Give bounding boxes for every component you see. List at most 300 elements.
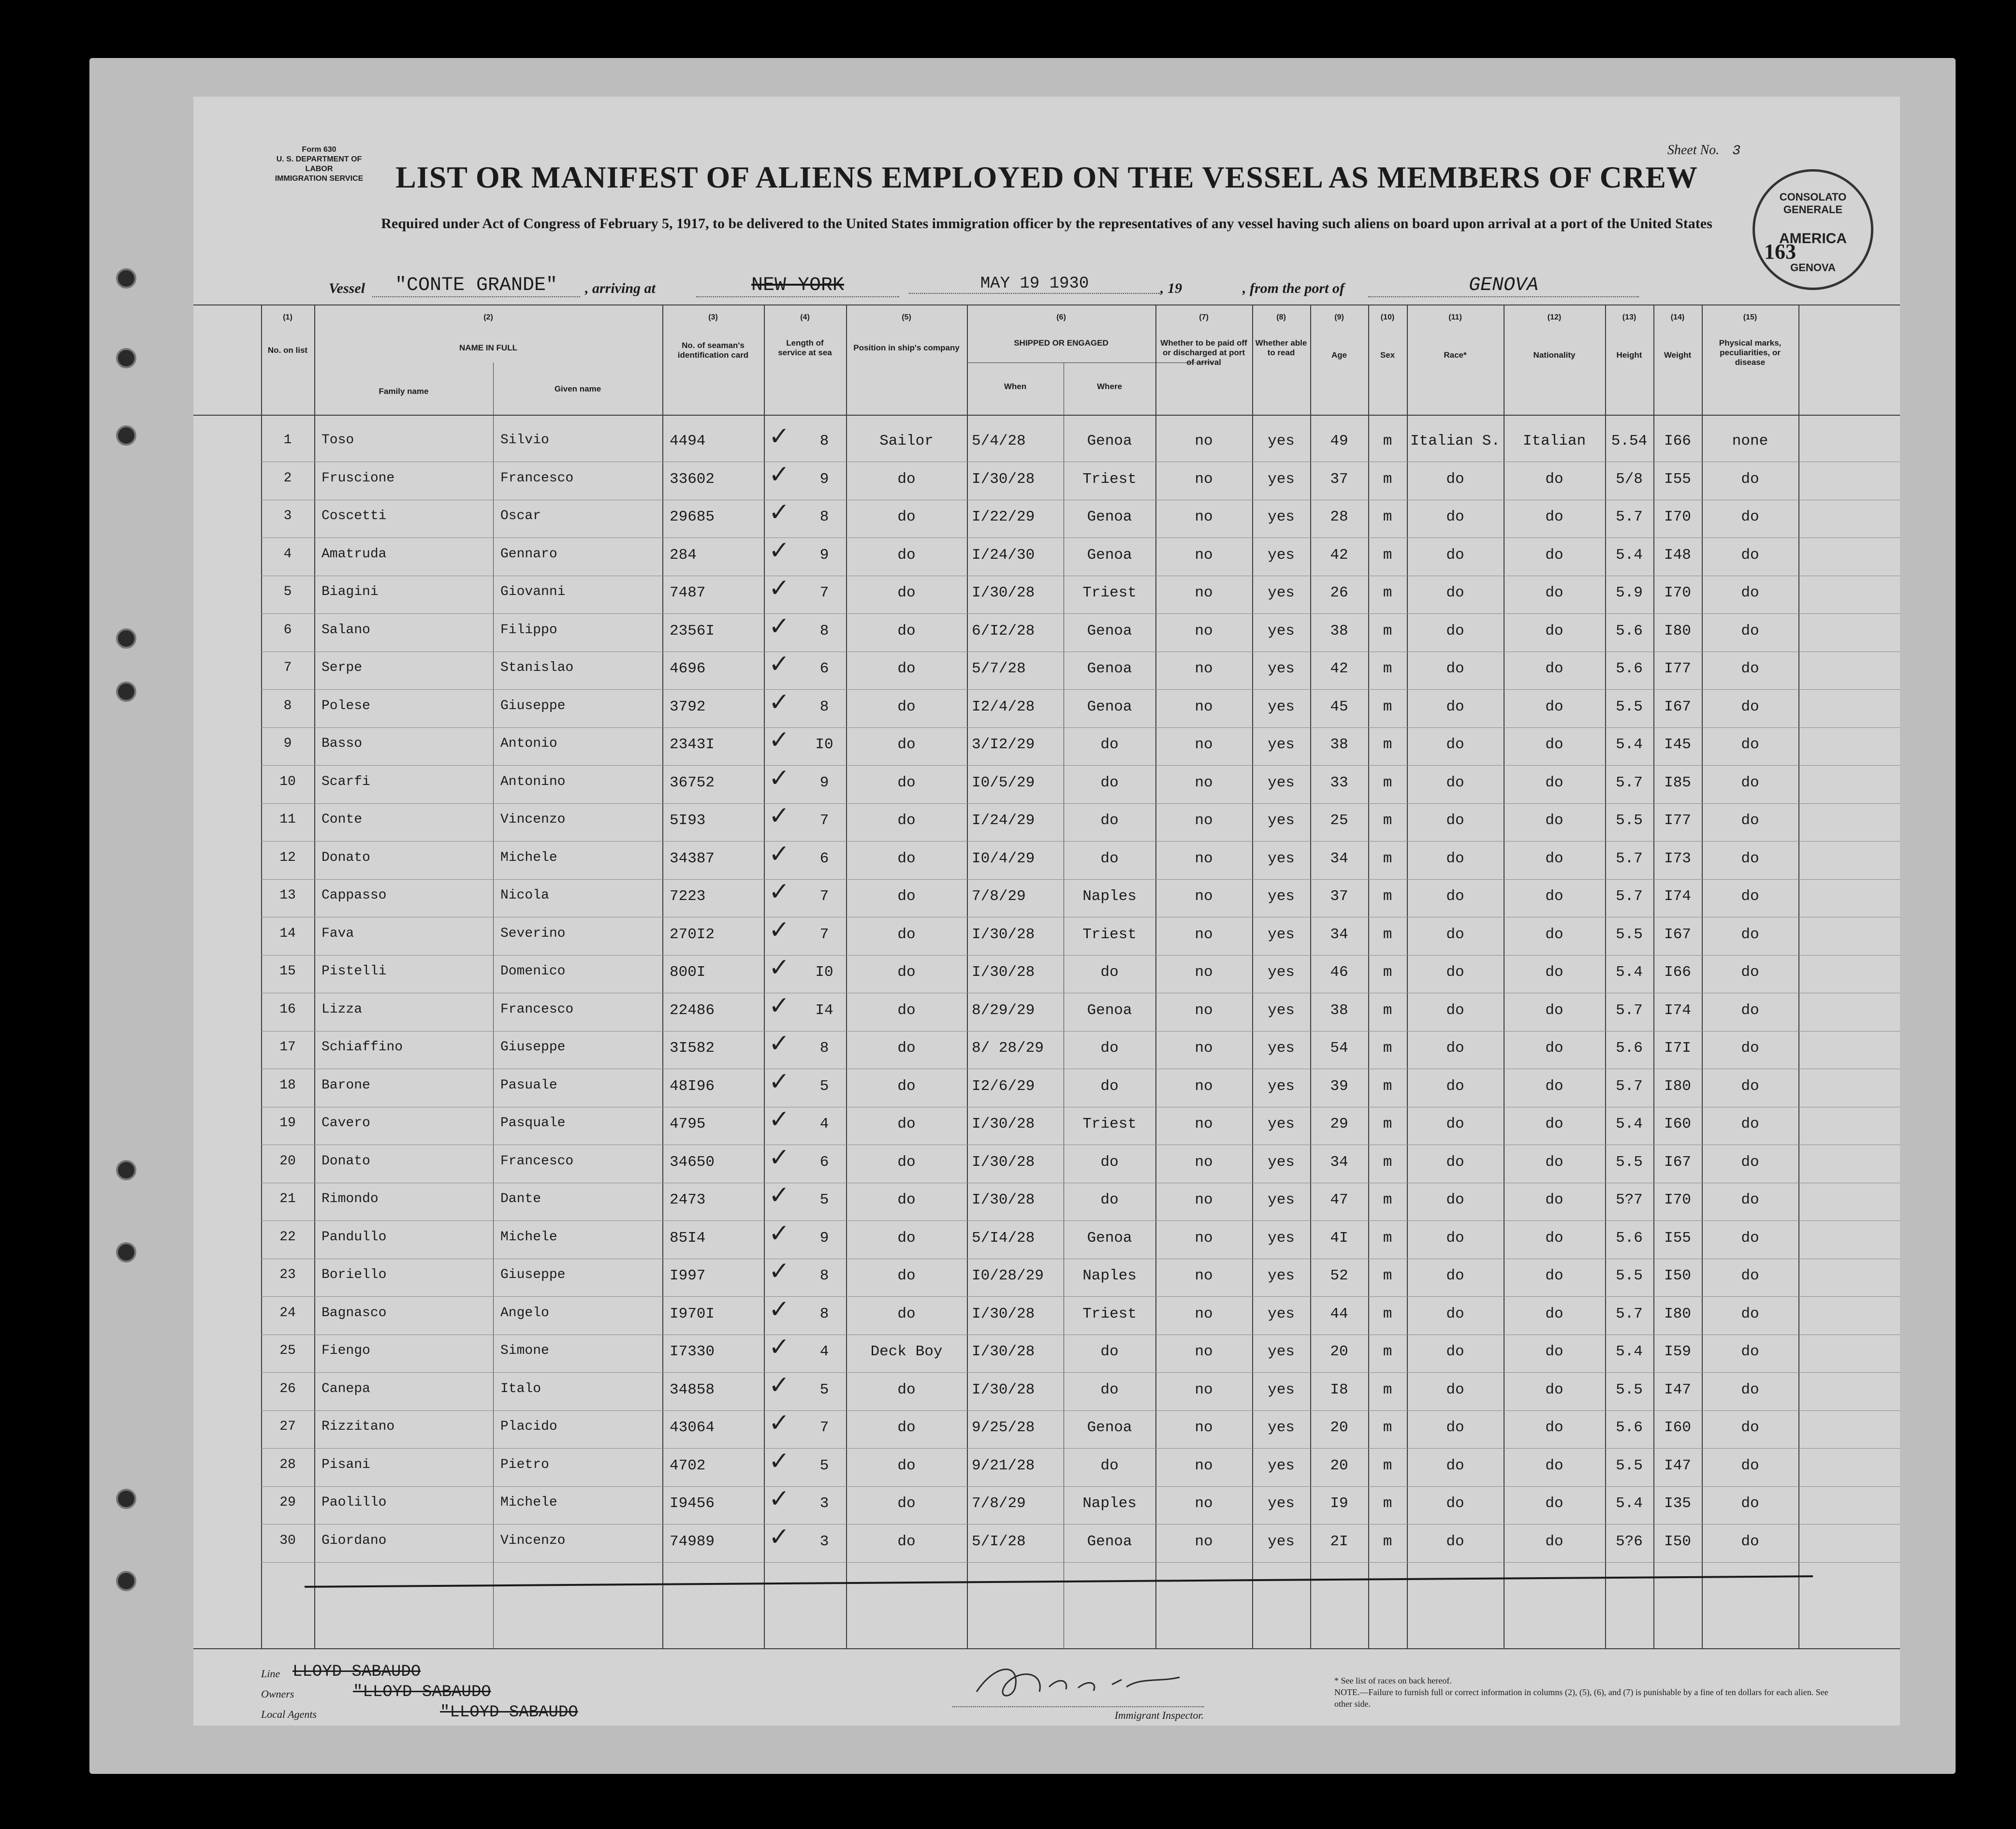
- height-cell: 5.5: [1616, 698, 1643, 715]
- weight-cell: I70: [1664, 1191, 1691, 1208]
- engaged-when-cell: 5/7/28: [972, 660, 1026, 677]
- list-number-cell: 28: [279, 1457, 296, 1472]
- age-cell: 29: [1330, 1116, 1348, 1132]
- engaged-where-cell: Triest: [1082, 470, 1137, 488]
- id-card-number-cell: 800I: [670, 964, 706, 981]
- paid-off-cell: no: [1195, 1191, 1213, 1208]
- column-rule: [764, 305, 765, 1648]
- race-cell: do: [1446, 1229, 1464, 1247]
- height-cell: 5.5: [1616, 1153, 1643, 1171]
- column-number: (9): [1334, 313, 1344, 321]
- height-cell: 5.4: [1616, 736, 1643, 753]
- weight-cell: I70: [1664, 584, 1691, 601]
- column-number: (5): [902, 313, 911, 321]
- list-number-cell: 29: [279, 1495, 296, 1510]
- list-number-cell: 22: [279, 1229, 296, 1245]
- nationality-cell: do: [1545, 1002, 1563, 1019]
- check-mark-icon: ✓: [769, 536, 790, 565]
- ship-position-cell: do: [897, 1002, 916, 1019]
- able-to-read-cell: yes: [1268, 888, 1295, 905]
- paid-off-cell: no: [1195, 888, 1213, 905]
- sex-cell: m: [1383, 888, 1392, 905]
- physical-marks-cell: do: [1741, 1153, 1759, 1171]
- ship-position-cell: do: [897, 660, 916, 677]
- sex-cell: m: [1383, 736, 1392, 753]
- family-name-cell: Salano: [321, 622, 370, 638]
- weight-cell: I60: [1664, 1116, 1691, 1132]
- check-mark-icon: ✓: [769, 801, 790, 830]
- race-cell: do: [1446, 508, 1464, 525]
- list-number-cell: 21: [279, 1191, 296, 1206]
- engaged-when-cell: I/30/28: [972, 1305, 1035, 1322]
- sex-cell: m: [1383, 1040, 1392, 1057]
- paid-off-cell: no: [1195, 1229, 1213, 1247]
- sex-cell: m: [1383, 660, 1392, 677]
- service-length-cell: 9: [819, 470, 829, 488]
- able-to-read-cell: yes: [1268, 1116, 1295, 1132]
- check-mark-icon: ✓: [769, 611, 790, 641]
- service-length-cell: 8: [819, 1305, 829, 1322]
- family-name-cell: Donato: [321, 1153, 370, 1169]
- column-header-where: Where: [1097, 382, 1122, 391]
- physical-marks-cell: do: [1741, 774, 1759, 791]
- column-header-position: Position in ship's company: [853, 343, 960, 352]
- binder-hole: [116, 1242, 136, 1263]
- engaged-where-cell: Genoa: [1087, 1419, 1132, 1436]
- service-length-cell: 7: [819, 584, 829, 601]
- service-length-cell: 8: [819, 1267, 829, 1284]
- engaged-when-cell: 7/8/29: [972, 888, 1026, 905]
- column-header-sex: Sex: [1380, 350, 1395, 360]
- paid-off-cell: no: [1195, 812, 1213, 829]
- service-length-cell: 9: [819, 774, 829, 791]
- age-cell: 37: [1330, 470, 1348, 488]
- arriving-port: NEW YORK: [696, 275, 899, 297]
- engaged-when-cell: I/30/28: [972, 1153, 1035, 1171]
- service-length-cell: 7: [819, 1419, 829, 1436]
- inspector-signature: [967, 1658, 1199, 1706]
- given-name-cell: Oscar: [500, 508, 541, 523]
- able-to-read-cell: yes: [1268, 1191, 1295, 1208]
- nationality-cell: Italian: [1522, 433, 1586, 450]
- service-length-cell: 8: [819, 698, 829, 715]
- id-card-number-cell: I7330: [670, 1343, 715, 1360]
- service-length-cell: 8: [819, 433, 829, 450]
- engaged-where-cell: do: [1100, 1077, 1119, 1095]
- paid-off-cell: no: [1195, 1040, 1213, 1057]
- column-number: (4): [800, 313, 810, 321]
- nationality-cell: do: [1545, 736, 1563, 753]
- race-cell: do: [1446, 546, 1464, 564]
- row-rule: [261, 955, 1900, 956]
- page-title: LIST OR MANIFEST OF ALIENS EMPLOYED ON THE VESSEL AS MEMBERS OF CREW: [395, 160, 1698, 194]
- id-card-number-cell: 5I93: [670, 812, 706, 829]
- check-mark-icon: ✓: [769, 1219, 790, 1248]
- service-length-cell: 5: [819, 1191, 829, 1208]
- age-cell: 45: [1330, 698, 1348, 715]
- vessel-details: [329, 271, 1769, 300]
- column-header-read: Whether able to read: [1255, 338, 1307, 357]
- engaged-when-cell: I0/5/29: [972, 774, 1035, 791]
- age-cell: 42: [1330, 660, 1348, 677]
- age-cell: 44: [1330, 1305, 1348, 1322]
- given-name-cell: Antonio: [500, 736, 557, 751]
- family-name-cell: Conte: [321, 812, 363, 827]
- list-number-cell: 16: [279, 1002, 296, 1017]
- able-to-read-cell: yes: [1268, 1077, 1295, 1095]
- family-name-cell: Paolillo: [321, 1495, 387, 1510]
- sex-cell: m: [1383, 926, 1392, 943]
- height-cell: 5.6: [1616, 1419, 1643, 1436]
- column-rule: [314, 305, 315, 1648]
- physical-marks-cell: do: [1741, 1267, 1759, 1284]
- nationality-cell: do: [1545, 546, 1563, 564]
- binder-hole: [116, 682, 136, 702]
- race-cell: do: [1446, 1419, 1464, 1436]
- list-number-cell: 26: [279, 1381, 296, 1396]
- check-mark-icon: ✓: [769, 422, 790, 451]
- family-name-cell: Cavero: [321, 1116, 370, 1131]
- given-name-cell: Giovanni: [500, 584, 566, 599]
- engaged-when-cell: 9/25/28: [972, 1419, 1035, 1436]
- column-header-card: No. of seaman's identification card: [677, 341, 749, 360]
- given-name-cell: Gennaro: [500, 546, 557, 562]
- service-length-cell: 7: [819, 812, 829, 829]
- sheet-number: [1667, 143, 1740, 159]
- ship-position-cell: do: [897, 584, 916, 601]
- able-to-read-cell: yes: [1268, 1153, 1295, 1171]
- ship-position-cell: do: [897, 622, 916, 639]
- row-rule: [261, 1296, 1900, 1297]
- check-mark-icon: ✓: [769, 877, 790, 906]
- stamp-line: CONSOLATO GENERALE: [1779, 191, 1847, 216]
- service-length-cell: 6: [819, 1153, 829, 1171]
- race-cell: do: [1446, 1533, 1464, 1550]
- sex-cell: m: [1383, 546, 1392, 564]
- able-to-read-cell: yes: [1268, 812, 1295, 829]
- family-name-cell: Fava: [321, 926, 354, 941]
- id-card-number-cell: 33602: [670, 470, 715, 488]
- weight-cell: I67: [1664, 1153, 1691, 1171]
- given-name-cell: Nicola: [500, 888, 549, 903]
- age-cell: 34: [1330, 926, 1348, 943]
- engaged-when-cell: 5/I4/28: [972, 1229, 1035, 1247]
- family-name-cell: Biagini: [321, 584, 379, 599]
- age-cell: 38: [1330, 622, 1348, 639]
- able-to-read-cell: yes: [1268, 774, 1295, 791]
- arrival-date: MAY 19 1930: [909, 275, 1160, 294]
- list-number-cell: 17: [279, 1040, 296, 1055]
- agents-label: Local Agents: [261, 1708, 317, 1720]
- height-cell: 5.7: [1616, 850, 1643, 867]
- sex-cell: m: [1383, 774, 1392, 791]
- family-name-cell: Giordano: [321, 1533, 387, 1548]
- race-cell: do: [1446, 964, 1464, 981]
- family-name-cell: Scarfi: [321, 774, 370, 789]
- column-number: (13): [1622, 313, 1636, 321]
- physical-marks-cell: do: [1741, 508, 1759, 525]
- height-cell: 5.4: [1616, 1116, 1643, 1132]
- line-label: Line: [261, 1668, 280, 1680]
- paid-off-cell: no: [1195, 660, 1213, 677]
- age-cell: 33: [1330, 774, 1348, 791]
- owners-value: "LLOYD SABAUDO: [353, 1683, 491, 1701]
- nationality-cell: do: [1545, 1040, 1563, 1057]
- check-mark-icon: ✓: [769, 650, 790, 679]
- engaged-where-cell: do: [1100, 1191, 1119, 1208]
- given-name-cell: Dante: [500, 1191, 541, 1206]
- engaged-where-cell: do: [1100, 1381, 1119, 1398]
- id-card-number-cell: 7223: [670, 888, 706, 905]
- physical-marks-cell: do: [1741, 1343, 1759, 1360]
- column-number: (15): [1743, 313, 1757, 321]
- paid-off-cell: no: [1195, 1002, 1213, 1019]
- engaged-where-cell: Genoa: [1087, 508, 1132, 525]
- row-rule: [261, 803, 1900, 804]
- engaged-when-cell: I0/28/29: [972, 1267, 1044, 1284]
- weight-cell: I67: [1664, 698, 1691, 715]
- row-rule: [261, 1486, 1900, 1487]
- race-cell: do: [1446, 660, 1464, 677]
- age-cell: 20: [1330, 1343, 1348, 1360]
- able-to-read-cell: yes: [1268, 1040, 1295, 1057]
- race-cell: do: [1446, 774, 1464, 791]
- weight-cell: I67: [1664, 926, 1691, 943]
- age-cell: 38: [1330, 1002, 1348, 1019]
- engaged-where-cell: Genoa: [1087, 1002, 1132, 1019]
- ship-position-cell: do: [897, 1191, 916, 1208]
- nationality-cell: do: [1545, 888, 1563, 905]
- column-header-paid-off: Whether to be paid off or discharged at port of arrival: [1160, 338, 1247, 367]
- list-number-cell: 6: [283, 622, 292, 638]
- able-to-read-cell: yes: [1268, 470, 1295, 488]
- given-name-cell: Francesco: [500, 1002, 574, 1017]
- nationality-cell: do: [1545, 660, 1563, 677]
- list-number-cell: 4: [283, 546, 292, 562]
- ship-position-cell: do: [897, 736, 916, 753]
- height-cell: 5.4: [1616, 546, 1643, 564]
- age-cell: 38: [1330, 736, 1348, 753]
- race-cell: do: [1446, 1153, 1464, 1171]
- consulate-stamp: [1753, 169, 1873, 290]
- row-rule: [261, 689, 1900, 690]
- engaged-where-cell: do: [1100, 1343, 1119, 1360]
- nationality-cell: do: [1545, 1343, 1563, 1360]
- engaged-when-cell: I/30/28: [972, 1381, 1035, 1398]
- weight-cell: I77: [1664, 660, 1691, 677]
- engaged-where-cell: Triest: [1082, 584, 1137, 601]
- row-strikethrough: [305, 1575, 1813, 1588]
- paid-off-cell: no: [1195, 1267, 1213, 1284]
- sex-cell: m: [1383, 1002, 1392, 1019]
- race-cell: do: [1446, 1457, 1464, 1474]
- physical-marks-cell: do: [1741, 622, 1759, 639]
- nationality-cell: do: [1545, 508, 1563, 525]
- physical-marks-cell: do: [1741, 1457, 1759, 1474]
- list-number-cell: 8: [283, 698, 292, 713]
- engaged-where-cell: Genoa: [1087, 546, 1132, 564]
- binder-hole: [116, 1489, 136, 1509]
- engaged-where-cell: Genoa: [1087, 622, 1132, 639]
- given-name-cell: Severino: [500, 926, 566, 941]
- check-mark-icon: ✓: [769, 1522, 790, 1552]
- age-cell: I8: [1330, 1381, 1348, 1398]
- engaged-where-cell: Genoa: [1087, 660, 1132, 677]
- weight-cell: I74: [1664, 888, 1691, 905]
- weight-cell: I80: [1664, 622, 1691, 639]
- engaged-where-cell: Naples: [1082, 888, 1137, 905]
- able-to-read-cell: yes: [1268, 508, 1295, 525]
- given-name-cell: Michele: [500, 850, 557, 865]
- given-name-cell: Angelo: [500, 1305, 549, 1321]
- paid-off-cell: no: [1195, 698, 1213, 715]
- id-card-number-cell: 22486: [670, 1002, 715, 1019]
- ship-position-cell: do: [897, 546, 916, 564]
- nationality-cell: do: [1545, 1419, 1563, 1436]
- able-to-read-cell: yes: [1268, 1229, 1295, 1247]
- list-number-cell: 18: [279, 1077, 296, 1093]
- given-name-cell: Pietro: [500, 1457, 549, 1472]
- ship-position-cell: do: [897, 850, 916, 867]
- physical-marks-cell: do: [1741, 1191, 1759, 1208]
- paid-off-cell: no: [1195, 1305, 1213, 1322]
- nationality-cell: do: [1545, 1191, 1563, 1208]
- column-header-height: Height: [1616, 350, 1642, 360]
- nationality-cell: do: [1545, 622, 1563, 639]
- sex-cell: m: [1383, 1457, 1392, 1474]
- weight-cell: I35: [1664, 1495, 1691, 1512]
- given-name-cell: Michele: [500, 1229, 557, 1245]
- sheet-number-label: Sheet No.: [1667, 143, 1720, 158]
- paid-off-cell: no: [1195, 774, 1213, 791]
- given-name-cell: Domenico: [500, 964, 566, 979]
- engaged-when-cell: I2/6/29: [972, 1077, 1035, 1095]
- engaged-when-cell: I/30/28: [972, 470, 1035, 488]
- vessel-label: Vessel: [329, 280, 365, 296]
- service-length-cell: 3: [819, 1533, 829, 1550]
- column-number: (3): [708, 313, 718, 321]
- list-number-cell: 12: [279, 850, 296, 865]
- form-number: Form 630: [302, 145, 336, 154]
- weight-cell: I66: [1664, 964, 1691, 981]
- id-card-number-cell: 2356I: [670, 622, 715, 639]
- list-number-cell: 24: [279, 1305, 296, 1321]
- engaged-when-cell: 3/I2/29: [972, 736, 1035, 753]
- weight-cell: I85: [1664, 774, 1691, 791]
- height-cell: 5.5: [1616, 1381, 1643, 1398]
- race-cell: do: [1446, 926, 1464, 943]
- binder-hole: [116, 1571, 136, 1591]
- height-cell: 5.7: [1616, 1002, 1643, 1019]
- list-number-cell: 5: [283, 584, 292, 599]
- paid-off-cell: no: [1195, 622, 1213, 639]
- race-cell: do: [1446, 1343, 1464, 1360]
- column-header-age: Age: [1331, 350, 1347, 360]
- sex-cell: m: [1383, 1267, 1392, 1284]
- height-cell: 5?6: [1616, 1533, 1643, 1550]
- service-length-cell: 3: [819, 1495, 829, 1512]
- age-cell: 2I: [1330, 1533, 1348, 1550]
- sex-cell: m: [1383, 1153, 1392, 1171]
- able-to-read-cell: yes: [1268, 1419, 1295, 1436]
- weight-cell: I70: [1664, 508, 1691, 525]
- physical-marks-cell: do: [1741, 888, 1759, 905]
- able-to-read-cell: yes: [1268, 926, 1295, 943]
- age-cell: 54: [1330, 1040, 1348, 1057]
- height-cell: 5.6: [1616, 660, 1643, 677]
- ship-position-cell: do: [897, 1495, 916, 1512]
- nationality-cell: do: [1545, 1533, 1563, 1550]
- engaged-when-cell: I/24/30: [972, 546, 1035, 564]
- able-to-read-cell: yes: [1268, 1002, 1295, 1019]
- nationality-cell: do: [1545, 1077, 1563, 1095]
- id-card-number-cell: 7487: [670, 584, 706, 601]
- sheet-number-value: 3: [1732, 144, 1740, 159]
- weight-cell: I77: [1664, 812, 1691, 829]
- row-rule: [261, 841, 1900, 842]
- column-number: (12): [1547, 313, 1562, 321]
- race-cell: do: [1446, 888, 1464, 905]
- paid-off-cell: no: [1195, 1343, 1213, 1360]
- column-header-family: Family name: [379, 387, 429, 396]
- nationality-cell: do: [1545, 926, 1563, 943]
- service-length-cell: 6: [819, 660, 829, 677]
- able-to-read-cell: yes: [1268, 584, 1295, 601]
- age-cell: 34: [1330, 1153, 1348, 1171]
- race-cell: do: [1446, 1116, 1464, 1132]
- engaged-where-cell: do: [1100, 736, 1119, 753]
- able-to-read-cell: yes: [1268, 433, 1295, 450]
- ship-position-cell: do: [897, 1267, 916, 1284]
- binder-hole: [116, 628, 136, 649]
- id-card-number-cell: 43064: [670, 1419, 715, 1436]
- race-cell: do: [1446, 1305, 1464, 1322]
- age-cell: 49: [1330, 433, 1348, 450]
- sex-cell: m: [1383, 1381, 1392, 1398]
- family-name-cell: Basso: [321, 736, 363, 751]
- column-header-physical-marks: Physical marks, peculiarities, or disease: [1719, 338, 1782, 367]
- family-name-cell: Lizza: [321, 1002, 363, 1017]
- nationality-cell: do: [1545, 1457, 1563, 1474]
- age-cell: I9: [1330, 1495, 1348, 1512]
- sex-cell: m: [1383, 622, 1392, 639]
- paid-off-cell: no: [1195, 546, 1213, 564]
- family-name-cell: Canepa: [321, 1381, 370, 1396]
- id-card-number-cell: 34387: [670, 850, 715, 867]
- age-cell: 52: [1330, 1267, 1348, 1284]
- check-mark-icon: ✓: [769, 1333, 790, 1362]
- paid-off-cell: no: [1195, 1457, 1213, 1474]
- row-rule: [261, 537, 1900, 538]
- engaged-where-cell: do: [1100, 964, 1119, 981]
- weight-cell: I48: [1664, 546, 1691, 564]
- nationality-cell: do: [1545, 584, 1563, 601]
- engaged-where-cell: Triest: [1082, 1116, 1137, 1132]
- physical-marks-cell: do: [1741, 1419, 1759, 1436]
- check-mark-icon: ✓: [769, 991, 790, 1020]
- family-name-cell: Coscetti: [321, 508, 387, 523]
- id-card-number-cell: 4494: [670, 433, 706, 450]
- able-to-read-cell: yes: [1268, 1343, 1295, 1360]
- id-card-number-cell: 284: [670, 546, 697, 564]
- service-length-cell: I0: [815, 964, 833, 981]
- nationality-cell: do: [1545, 1153, 1563, 1171]
- physical-marks-cell: do: [1741, 926, 1759, 943]
- given-name-cell: Filippo: [500, 622, 557, 638]
- physical-marks-cell: do: [1741, 470, 1759, 488]
- physical-marks-cell: do: [1741, 1381, 1759, 1398]
- weight-cell: I45: [1664, 736, 1691, 753]
